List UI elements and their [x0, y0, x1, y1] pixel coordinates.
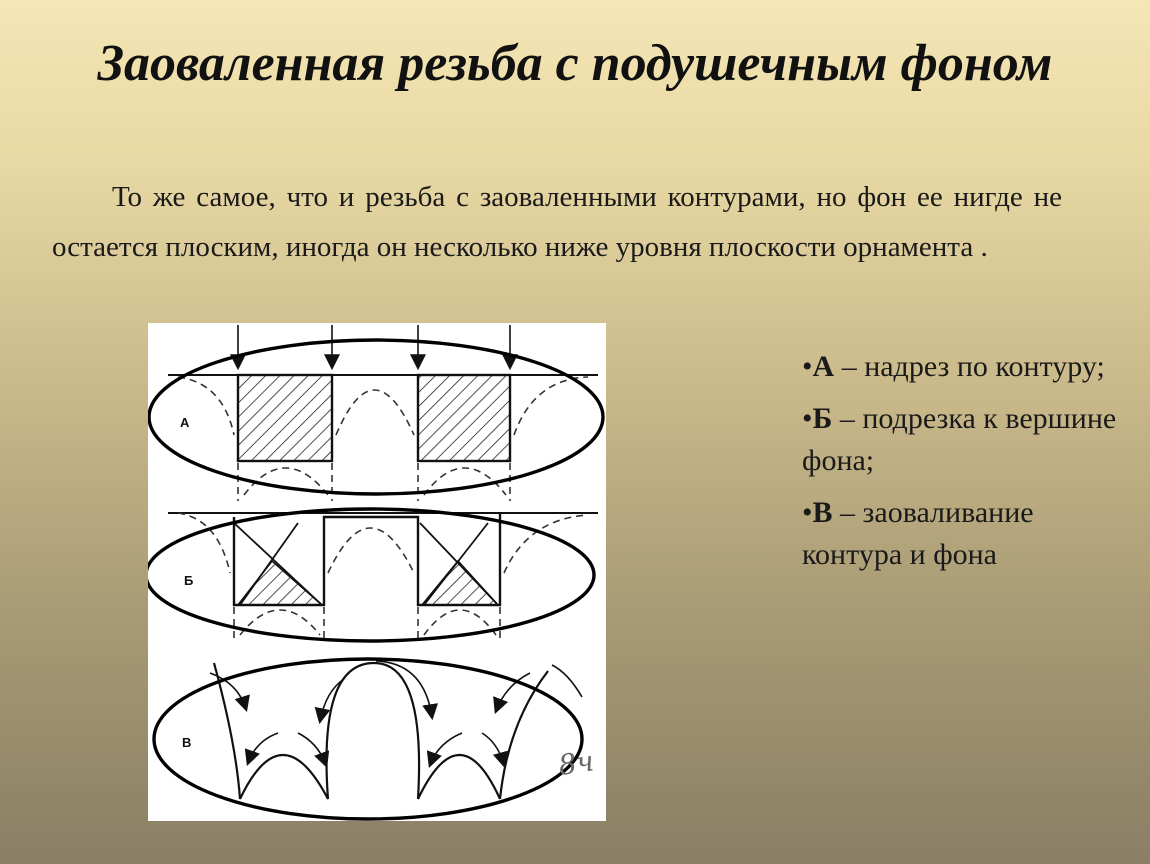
label-v: В — [182, 735, 192, 750]
label-a: А — [180, 415, 190, 430]
section-a — [149, 325, 603, 501]
legend-letter: А — [812, 350, 835, 383]
legend-bullet: • — [802, 402, 813, 435]
legend-letter: Б — [812, 402, 833, 435]
legend-text: – надрез по контуру; — [834, 350, 1105, 383]
slide-title: Заоваленная резьба с подушечным фоном — [97, 35, 1053, 92]
legend-bullet: • — [802, 350, 813, 383]
legend-item-b — [802, 398, 1122, 482]
carving-diagram — [148, 323, 606, 821]
legend-letter: В — [812, 496, 833, 529]
legend-text: – заоваливание контура и фона — [802, 496, 1034, 571]
label-b: Б — [184, 573, 194, 588]
legend-item-a — [802, 346, 1122, 388]
legend-bullet: • — [802, 496, 813, 529]
legend-text: – подрезка к вершине фона; — [802, 402, 1117, 477]
section-v — [154, 659, 596, 819]
legend-list — [802, 346, 1122, 586]
page-mark: 8ч — [556, 744, 596, 782]
section-b — [148, 509, 598, 643]
legend-item-v — [802, 492, 1122, 576]
slide-description: То же самое, что и резьба с заоваленными контурами, но фон ее нигде не остается плоским, иногда он несколько ниже уровня плоскости орнамента . — [52, 181, 1062, 263]
